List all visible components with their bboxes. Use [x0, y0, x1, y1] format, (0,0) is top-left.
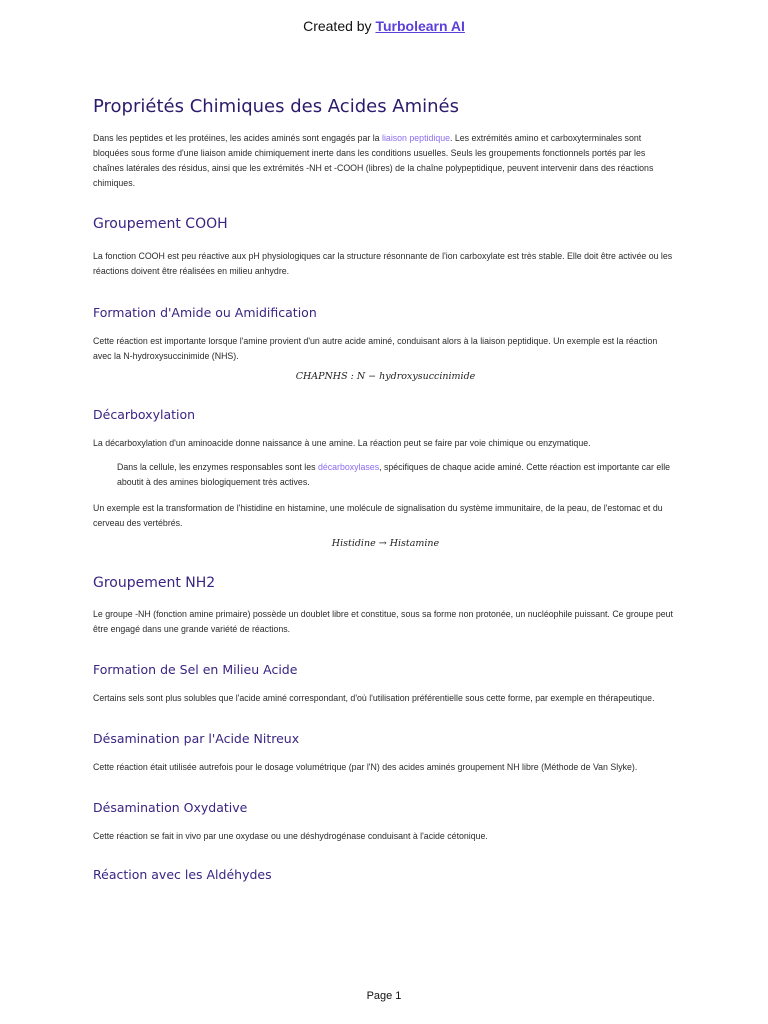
created-by-label: Created by: [303, 18, 372, 34]
liaison-peptidique-link[interactable]: liaison peptidique: [382, 133, 450, 143]
amide-paragraph: Cette réaction est importante lorsque l'amine provient d'un autre acide aminé, conduisant alors à la liaison peptidique. Un exemple est la réaction avec la N-hydroxysuccinimide (NHS).: [93, 336, 658, 361]
page-title: Propriétés Chimiques des Acides Aminés: [93, 96, 460, 117]
turbolearn-link[interactable]: Turbolearn AI: [375, 18, 465, 34]
intro-text-post: . Les extrémités amino et carboxyterminales sont bloquées sous forme d'une liaison amide chimiquement inerte dans les conditions usuelles. Seuls les groupements fonctionnels portés par les chaînes latérales des résidus, ainsi que les extrémités -NH et -COOH (libres) de la chaîne polypeptidique, peuvent intervenir dans des réactions chimiques.: [93, 133, 654, 188]
quote-text-post: , spécifiques de chaque acide aminé. Cette réaction est importante car elle aboutit à des amines biologiquement très actives.: [117, 462, 671, 487]
sel-paragraph: Certains sels sont plus solubles que l'acide aminé correspondant, d'où l'utilisation préférentielle sous cette forme, par exemple en thérapeutique.: [93, 693, 655, 703]
cooh-paragraph: La fonction COOH est peu réactive aux pH physiologiques car la structure résonnante de l'ion carboxylate est très stable. Elle doit être activée ou les réactions doivent être réalisées en milieu anhydre.: [93, 251, 673, 276]
decarboxylation-quote: [93, 460, 678, 490]
amide-formula: CHAPNHS : N − hydroxysuccinimide: [295, 371, 476, 382]
nitreux-paragraph: Cette réaction était utilisée autrefois pour le dosage volumétrique (par l'N) des acides aminés groupement NH libre (Méthode de Van Slyke).: [93, 762, 638, 772]
heading-amide: Formation d'Amide ou Amidification: [93, 305, 317, 320]
intro-text-pre: Dans les peptides et les protéines, les acides aminés sont engagés par la: [93, 133, 383, 143]
histidine-formula: Histidine → Histamine: [331, 538, 440, 549]
page-number: Page 1: [366, 990, 402, 1002]
heading-cooh: Groupement COOH: [93, 216, 228, 232]
heading-oxydative: Désamination Oxydative: [93, 800, 248, 815]
oxydative-paragraph: Cette réaction se fait in vivo par une oxydase ou une déshydrogénase conduisant à l'acide cétonique.: [93, 831, 488, 841]
heading-nh2: Groupement NH2: [93, 575, 216, 591]
created-by-banner: [0, 18, 768, 34]
decarboxylases-link[interactable]: décarboxylases: [317, 462, 380, 472]
decarboxylation-paragraph: La décarboxylation d'un aminoacide donne naissance à une amine. La réaction peut se faire par voie chimique ou enzymatique.: [93, 438, 591, 448]
intro-paragraph: [93, 131, 678, 191]
heading-sel: Formation de Sel en Milieu Acide: [93, 662, 298, 677]
heading-nitreux: Désamination par l'Acide Nitreux: [93, 731, 300, 746]
histidine-example-paragraph: Un exemple est la transformation de l'histidine en histamine, une molécule de signalisation du système immunitaire, de la peau, de l'estomac et du cerveau des vertébrés.: [93, 503, 663, 528]
nh2-paragraph: Le groupe -NH (fonction amine primaire) possède un doublet libre et constitue, sous sa forme non protonée, un nucléophile puissant. Ce groupe peut être engagé dans une grande variété de réactions.: [93, 609, 673, 634]
quote-text-pre: Dans la cellule, les enzymes responsables sont les: [117, 462, 318, 472]
heading-aldehydes: Réaction avec les Aldéhydes: [93, 867, 272, 882]
heading-decarboxylation: Décarboxylation: [93, 407, 196, 422]
document-body: [93, 95, 678, 884]
